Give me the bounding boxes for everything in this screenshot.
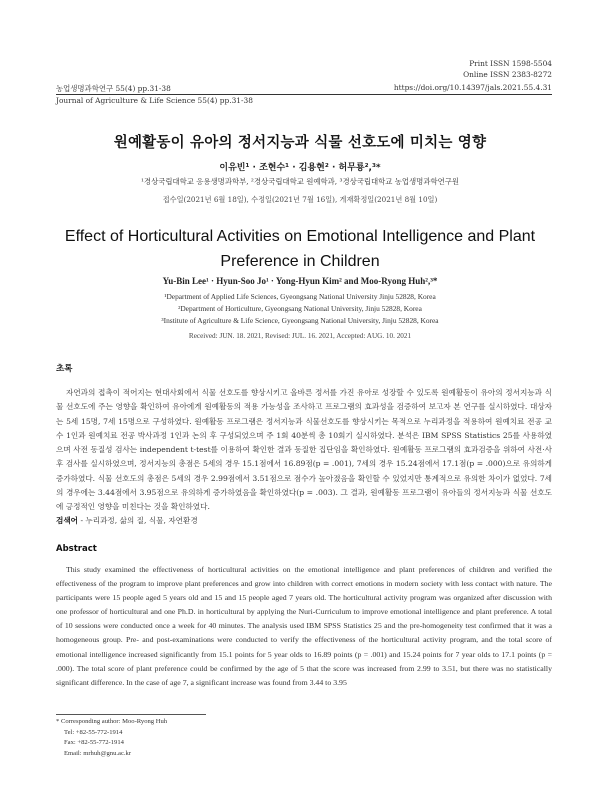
corresponding-author: * Corresponding author: Moo-Ryong Huh [56,718,168,725]
header-rule [56,94,552,95]
keywords-list: - 누리과정, 삶의 질, 식물, 자연환경 [80,516,198,525]
journal-citation-en: Journal of Agriculture & Life Science 55(4) pp.31-38 [56,96,253,105]
title-korean: 원예활동이 유아의 정서지능과 식물 선호도에 미치는 영향 [113,135,487,151]
footnote-rule [56,714,206,715]
authors-korean: 이유빈¹ · 조현수¹ · 김용현² · 허무룡²,³* [219,163,381,173]
abstract-ko-heading: 초록 [56,364,73,374]
abstract-korean-text: 자연과의 접촉이 적어지는 현대사회에서 식물 선호도를 향상시키고 올바른 정서를 가진 유아로 성장할 수 있도록 원예활동이 유아의 정서지능과 식물 선호도에 주는 영향을 확인하여 유아에게 원예활동의 적용 가능성을 조사하고 프로그램의 효과성을 검증하여 보고자 본 연구를 실시하였다. 대상자는 5세 15명, 7세 15명으로 구성하였다. 원예활동 프로그램은 정서지능과 식물선호도를 향상시키는 목적으로 누리과정을 적용하여 원예치료 전공 교수 1인과 원예치료 전공 박사과정 1인과 논의 후 구성되었으며 주 1회 40분씩 총 10회기 실시하였다. 분석은 IBM SPSS Statistics 25를 사용하였으며 사전 동질성 검사는 independent t-test를 이용하여 확인한 결과 동질한 집단임을 확인하였다. 원예활동 프로그램의 효과검증을 위하여 사전·사후 검사를 실시하였으며, 정서지능의 총점은 5세의 경우 15.1점에서 16.89점(p = .001), 7세의 경우 15.24점에서 17.1점(p = .000)으로 유의하게 증가하였다. 식물 선호도의 총점은 5세의 경우 2.99점에서 3.51점으로 점수가 높아졌음을 확인할 수 있었지만 통계적으로 유의한 차이가 없었다. 7세의 경우에는 3.44점에서 3.95점으로 유의하게 증가하였음을 확인하였다(p = .003). 그 결과, 원예활동 프로그램이 유아들의 정서지능과 식물 선호도에 긍정적인 영향을 미친다는 것을 확인하였다. [56,388,552,512]
affiliation-3: ³Institute of Agriculture & Life Science, Gyeongsang National University, Jinju 52828, Korea [161,316,439,326]
abstract-korean [56,386,552,515]
citation-ko: 농업생명과학연구 55(4) pp.31-38 [56,84,171,93]
print-issn: Print ISSN 1598-5504 [469,59,552,68]
keywords-label: 검색어 [56,516,79,525]
online-issn: Online ISSN 2383-8272 [463,70,552,79]
affiliations-korean: ¹경상국립대학교 응용생명과학부, ²경상국립대학교 원예학과, ³경상국립대학교 농업생명과학연구원 [140,177,460,186]
dates-english: Received: JUN. 18. 2021, Revised: JUL. 16. 2021, Accepted: AUG. 10. 2021 [188,332,412,340]
authors-english: Yu-Bin Lee¹ · Hyun-Soo Jo¹ · Yong-Hyun Kim² and Moo-Ryong Huh²,³* [162,276,438,286]
email-link[interactable]: Email: mrhuh@gnu.ac.kr [64,749,132,757]
abstract-english-text: This study examined the effectiveness of horticultural activities on the emotional intelligence and plant preferences of children and verified the effectiveness of the program to improve plant preferences and grow into children with correct emotions in modern society with less contact with nature. The participants were 15 people aged 5 years old and 15 and 15 people aged 7 years old. The horticultural activity program was organized after discussion with one professor of horticultural and one Ph.D. in horticultural by applying the Nuri-Curriculum to improve emotional intelligence and plant preference. A total of 10 sessions were conducted once a week for 40 minutes. The analysis used IBM SPSS Statistics 25 and the pre-homogeneity test confirmed that it was a homogeneous group. Pre- and post-examinations were conducted to verify the effectiveness of the horticultural activity program, and the total score of emotional intelligence increased significantly from 15.1 points for 5 year olds to 16.89 points (p = .001) and 15.24 points for 7 year olds to 17.1 points (p = .000). The total score of plant preference could be confirmed by the age of 5 that the score was increased from 2.99 to 3.51, but there was no statistically significant difference. In the case of age 7, a significant increase was found from 3.44 to 3.95 [56,565,552,687]
dates-korean: 접수일(2021년 6월 18일), 수정일(2021년 7월 16일), 게재확정일(2021년 8월 10일) [162,195,438,204]
abstract-en-heading: Abstract [56,544,97,554]
affiliation-2: ²Department of Horticulture, Gyeongsang National University, Jinju 52828, Korea [178,304,422,314]
affiliations-english [0,291,600,328]
keywords [56,515,198,526]
affiliation-1: ¹Department of Applied Life Sciences, Gyeongsang National University Jinju 52828, Korea [164,292,436,301]
issn-block [463,58,552,80]
title-english-line2: Preference in Children [220,253,380,270]
doi-link[interactable]: https://doi.org/10.14397/jals.2021.55.4.31 [393,83,552,92]
phone: Tel: +82-55-772-1914 [64,728,123,736]
footnote [56,717,167,759]
abstract-english [56,563,552,690]
title-english [40,224,560,274]
fax: Fax: +82-55-772-1914 [64,739,124,746]
title-english-line1: Effect of Horticultural Activities on Emotional Intelligence and Plant [64,228,536,245]
